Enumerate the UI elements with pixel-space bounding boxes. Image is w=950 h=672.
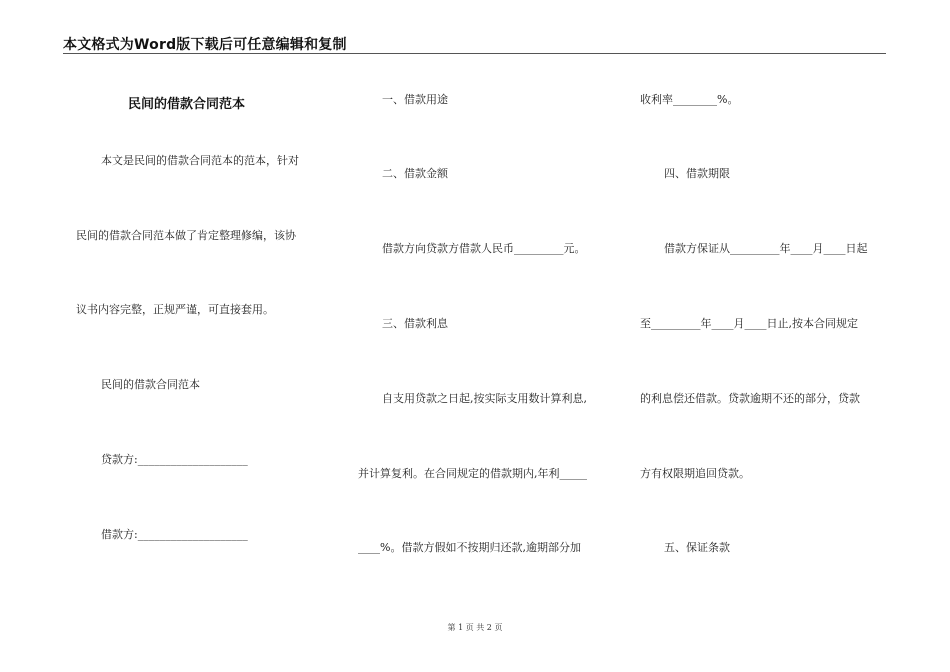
section-3-text-4: 收利率________%。 [640, 93, 739, 106]
section-4-text-4: 方有权限期追回贷款。 [640, 467, 750, 480]
header-divider [63, 53, 886, 54]
section-4-text-2: 至_________年____月____日止,按本合同规定 [640, 317, 858, 330]
page-number: 第 1 页 共 2 页 [447, 623, 503, 632]
intro-line-3: 议书内容完整，正规严谨，可直接套用。 [76, 303, 274, 316]
intro-line-1: 本文是民间的借款合同范本的范本，针对 [101, 154, 299, 167]
borrower-field: 借款方:____________________ [101, 528, 248, 541]
section-5-title: 五、保证条款 [664, 541, 730, 554]
intro-line-2: 民间的借款合同范本做了肯定整理修编，该协 [76, 229, 296, 242]
section-2-title: 二、借款金额 [382, 167, 448, 180]
section-4-title: 四、借款期限 [664, 167, 730, 180]
section-4-text-1: 借款方保证从_________年____月____日起 [664, 242, 868, 255]
contract-subtitle: 民间的借款合同范本 [101, 378, 200, 391]
document-header: 本文格式为Word版下载后可任意编辑和复制 [63, 37, 347, 53]
section-3-text-1: 自支用贷款之日起,按实际支用数计算利息, [382, 392, 587, 405]
section-4-text-3: 的利息偿还借款。贷款逾期不还的部分，贷款 [640, 392, 860, 405]
contract-title: 民间的借款合同范本 [128, 97, 246, 112]
section-1-title: 一、借款用途 [382, 93, 448, 106]
section-3-title: 三、借款利息 [382, 317, 448, 330]
lender-field: 贷款方:____________________ [101, 453, 248, 466]
section-3-text-2: 并计算复利。在合同规定的借款期内,年利_____ [358, 467, 587, 480]
section-3-text-3: ____%。借款方假如不按期归还款,逾期部分加 [358, 541, 581, 554]
section-2-text: 借款方向贷款方借款人民币_________元。 [382, 242, 586, 255]
